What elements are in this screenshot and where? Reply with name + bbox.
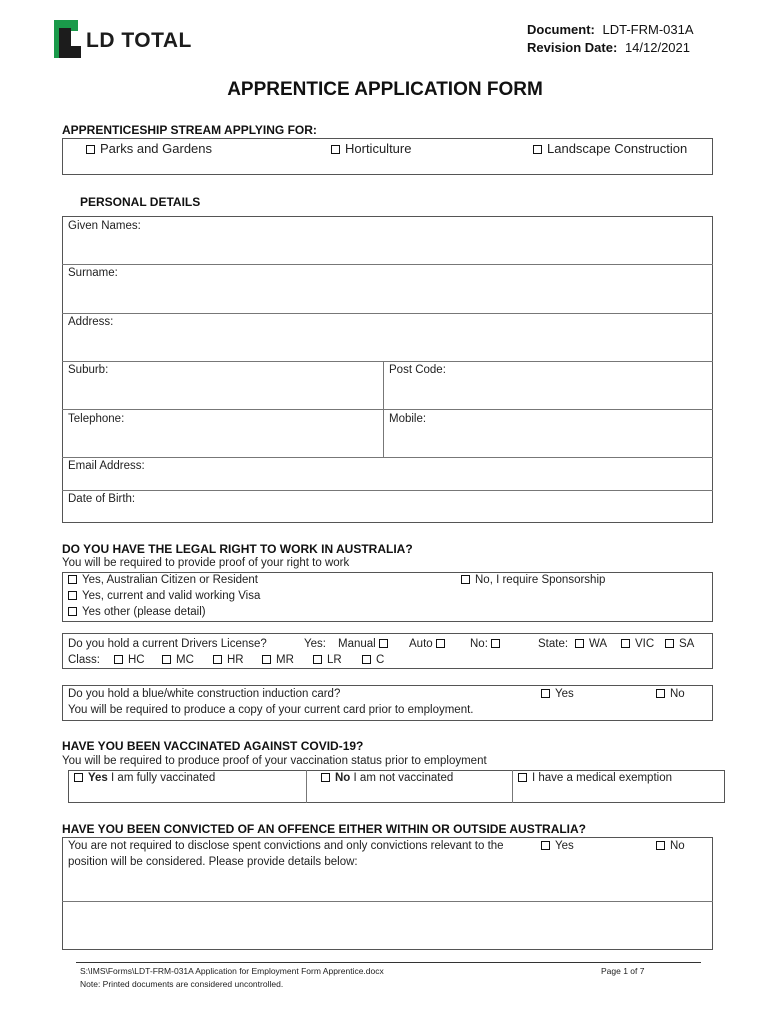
checkbox-icon[interactable]: [379, 639, 388, 648]
covid-subtext: You will be required to produce proof of your vaccination status prior to employment: [62, 755, 487, 767]
license-yes-label: Yes:: [304, 638, 326, 650]
footer-divider: [76, 962, 701, 963]
document-value: LDT-FRM-031A: [602, 22, 694, 37]
license-question: Do you hold a current Drivers License?: [68, 638, 267, 650]
class-option-hr[interactable]: HR: [213, 654, 244, 666]
induction-no-option[interactable]: No: [656, 688, 685, 700]
stream-option-horticulture[interactable]: Horticulture: [331, 141, 411, 156]
license-no-option[interactable]: No:: [470, 638, 505, 650]
document-label: Document:: [527, 22, 595, 37]
legal-subtext: You will be required to provide proof of your right to work: [62, 557, 350, 569]
given-names-field[interactable]: Given Names:: [68, 220, 141, 232]
personal-heading: PERSONAL DETAILS: [80, 195, 201, 209]
induction-yes-option[interactable]: Yes: [541, 688, 574, 700]
state-option-sa[interactable]: SA: [665, 638, 694, 650]
suburb-field[interactable]: Suburb:: [68, 364, 109, 376]
checkbox-icon[interactable]: [461, 575, 470, 584]
revision-value: 14/12/2021: [624, 40, 691, 55]
legal-heading: DO YOU HAVE THE LEGAL RIGHT TO WORK IN AUSTRALIA?: [62, 542, 413, 556]
covid-exempt-option[interactable]: I have a medical exemption: [518, 772, 672, 784]
checkbox-icon[interactable]: [74, 773, 83, 782]
conviction-text-line2: position will be considered. Please provide details below:: [68, 856, 358, 868]
class-option-c[interactable]: C: [362, 654, 384, 666]
checkbox-icon[interactable]: [162, 655, 171, 664]
logo-mark-icon: [54, 20, 82, 60]
document-id: [527, 22, 694, 37]
induction-question: Do you hold a blue/white construction induction card?: [68, 688, 341, 700]
covid-yes-option[interactable]: Yes I am fully vaccinated: [74, 772, 215, 784]
checkbox-icon[interactable]: [68, 591, 77, 600]
surname-field[interactable]: Surname:: [68, 267, 118, 279]
stream-option-parks[interactable]: Parks and Gardens: [86, 141, 212, 156]
checkbox-icon[interactable]: [313, 655, 322, 664]
conviction-heading: HAVE YOU BEEN CONVICTED OF AN OFFENCE EITHER WITHIN OR OUTSIDE AUSTRALIA?: [62, 822, 587, 836]
class-option-mr[interactable]: MR: [262, 654, 294, 666]
checkbox-icon[interactable]: [491, 639, 500, 648]
checkbox-icon[interactable]: [262, 655, 271, 664]
checkbox-icon[interactable]: [321, 773, 330, 782]
checkbox-icon[interactable]: [541, 841, 550, 850]
legal-option-sponsorship[interactable]: No, I require Sponsorship: [461, 574, 605, 586]
checkbox-icon[interactable]: [68, 575, 77, 584]
post-code-field[interactable]: Post Code:: [389, 364, 446, 376]
class-option-mc[interactable]: MC: [162, 654, 194, 666]
footer-path: S:\IMS\Forms\LDT-FRM-031A Application for Employment Form Apprentice.docx: [80, 966, 384, 976]
checkbox-icon[interactable]: [518, 773, 527, 782]
state-option-vic[interactable]: VIC: [621, 638, 654, 650]
stream-option-landscape[interactable]: Landscape Construction: [533, 141, 687, 156]
telephone-field[interactable]: Telephone:: [68, 413, 125, 425]
license-manual-option[interactable]: Manual: [338, 638, 393, 650]
checkbox-icon[interactable]: [86, 145, 95, 154]
license-state-label: State:: [538, 638, 569, 650]
checkbox-icon[interactable]: [541, 689, 550, 698]
checkbox-icon[interactable]: [665, 639, 674, 648]
personal-details-box: [62, 216, 713, 523]
checkbox-icon[interactable]: [213, 655, 222, 664]
page-title: APPRENTICE APPLICATION FORM: [227, 79, 543, 100]
conviction-text-line1: You are not required to disclose spent convictions and only convictions relevant to the: [68, 840, 504, 852]
footer-page: Page 1 of 7: [601, 966, 645, 976]
checkbox-icon[interactable]: [68, 607, 77, 616]
covid-no-option[interactable]: No I am not vaccinated: [321, 772, 453, 784]
legal-option-visa[interactable]: Yes, current and valid working Visa: [68, 590, 260, 602]
checkbox-icon[interactable]: [362, 655, 371, 664]
license-class-label: Class:: [68, 654, 100, 666]
logo-text: LD TOTAL: [86, 29, 192, 52]
induction-note: You will be required to produce a copy of your current card prior to employment.: [68, 704, 474, 716]
covid-heading: HAVE YOU BEEN VACCINATED AGAINST COVID-19?: [62, 739, 364, 753]
legal-option-citizen[interactable]: Yes, Australian Citizen or Resident: [68, 574, 258, 586]
state-option-wa[interactable]: WA: [575, 638, 607, 650]
mobile-field[interactable]: Mobile:: [389, 413, 427, 425]
checkbox-icon[interactable]: [533, 145, 542, 154]
conviction-details-area[interactable]: [63, 902, 712, 949]
checkbox-icon[interactable]: [621, 639, 630, 648]
address-field[interactable]: Address:: [68, 316, 114, 328]
checkbox-icon[interactable]: [436, 639, 445, 648]
legal-option-other[interactable]: Yes other (please detail): [68, 606, 206, 618]
conviction-no-option[interactable]: No: [656, 840, 685, 852]
checkbox-icon[interactable]: [656, 841, 665, 850]
stream-heading: APPRENTICESHIP STREAM APPLYING FOR:: [62, 123, 317, 137]
class-option-hc[interactable]: HC: [114, 654, 145, 666]
revision-date: [527, 40, 690, 55]
checkbox-icon[interactable]: [331, 145, 340, 154]
company-logo: [54, 20, 210, 60]
checkbox-icon[interactable]: [656, 689, 665, 698]
email-field[interactable]: Email Address:: [68, 460, 145, 472]
checkbox-icon[interactable]: [114, 655, 123, 664]
class-option-lr[interactable]: LR: [313, 654, 342, 666]
conviction-yes-option[interactable]: Yes: [541, 840, 574, 852]
checkbox-icon[interactable]: [575, 639, 584, 648]
license-auto-option[interactable]: Auto: [409, 638, 450, 650]
revision-label: Revision Date:: [527, 40, 618, 55]
footer-note: Note: Printed documents are considered uncontrolled.: [80, 979, 284, 989]
dob-field[interactable]: Date of Birth:: [68, 493, 136, 505]
